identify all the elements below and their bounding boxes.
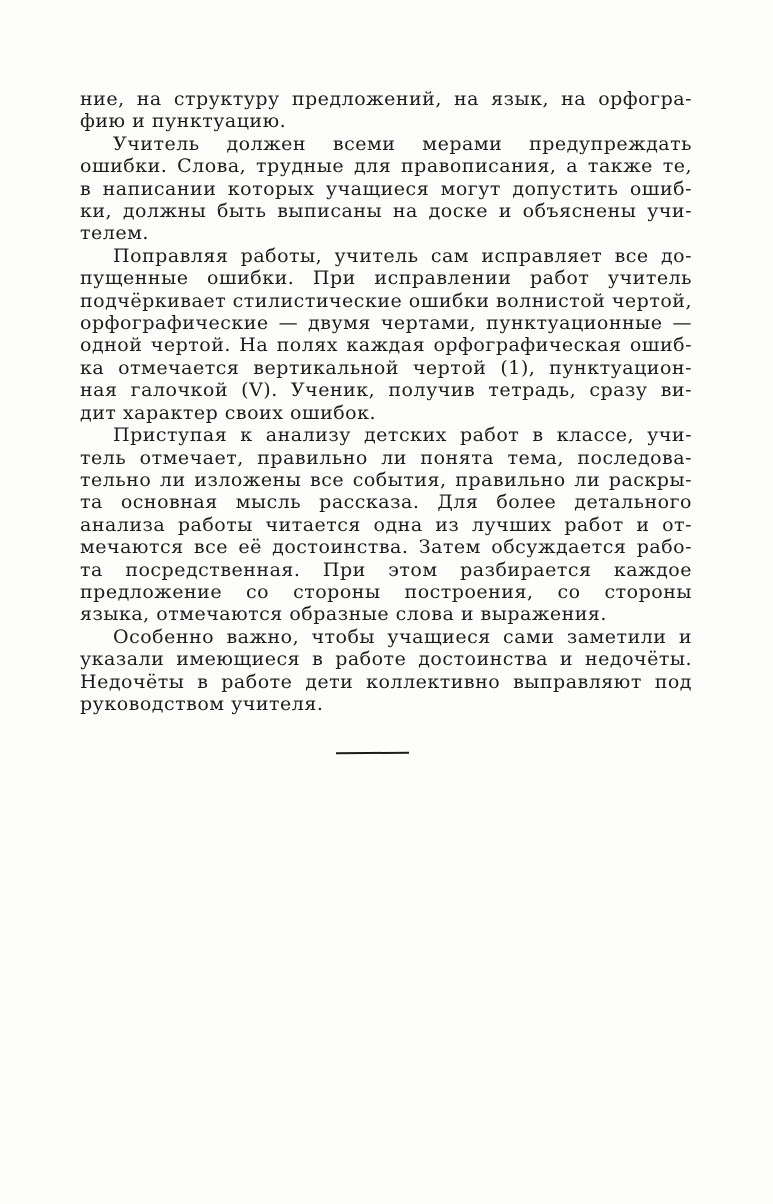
text-line: языка, отмечаются образные слова и выражения. <box>80 603 607 626</box>
paragraph <box>80 133 692 245</box>
text-line: та посредственная. При этом разбирается каждое <box>80 558 692 581</box>
text-line: ние, на структуру предложений, на язык, на орфогра- <box>80 88 692 110</box>
text-line: орфографические — двумя чертами, пунктуационные — <box>80 312 692 335</box>
paragraph <box>80 88 692 133</box>
text-line: анализа работы читается одна из лучших работ и от- <box>80 513 692 536</box>
paragraph <box>80 245 692 424</box>
text-line: одной чертой. На полях каждая орфографическая ошиб- <box>80 334 692 357</box>
text-line: дит характер своих ошибок. <box>80 401 377 424</box>
text-line: руководством учителя. <box>80 692 324 715</box>
paragraph <box>80 424 692 626</box>
text-line: Особенно важно, чтобы учащиеся сами заметили и <box>113 625 692 648</box>
text-line: ошибки. Слова, трудные для правописания, а также те, <box>80 155 692 178</box>
text-line: Учитель должен всеми мерами предупреждать <box>113 132 692 155</box>
section-divider <box>336 752 409 755</box>
text-line: фию и пунктуацию. <box>80 110 287 133</box>
text-line: в написании которых учащиеся могут допустить ошиб- <box>80 177 692 200</box>
text-line: указали имеющиеся в работе достоинства и недочёты. <box>80 648 692 671</box>
text-line: тель отмечает, правильно ли понята тема, последова- <box>80 446 692 469</box>
paragraph <box>80 626 692 716</box>
text-line: Поправляя работы, учитель сам исправляет все до- <box>113 244 692 267</box>
text-line: та основная мысль рассказа. Для более детального <box>80 491 692 514</box>
text-line: Приступая к анализу детских работ в классе, учи- <box>113 424 692 447</box>
text-line: тельно ли изложены все события, правильно ли раскры- <box>80 468 692 491</box>
text-line: ка отмечается вертикальной чертой (1), пунктуацион- <box>80 356 692 379</box>
text-line: мечаются все её достоинства. Затем обсуждается рабо- <box>80 536 692 559</box>
text-line: телем. <box>80 222 149 245</box>
text-line: Недочёты в работе дети коллективно выправляют под <box>80 670 692 693</box>
text-line: пущенные ошибки. При исправлении работ учитель <box>80 267 692 290</box>
text-line: подчёркивает стилистические ошибки волнистой чертой, <box>80 289 692 312</box>
text-line: предложение со стороны построения, со стороны <box>80 580 692 603</box>
text-line: ки, должны быть выписаны на доске и объяснены учи- <box>80 200 692 223</box>
text-column <box>80 88 692 715</box>
text-line: ная галочкой (V). Ученик, получив тетрадь, сразу ви- <box>80 379 692 402</box>
